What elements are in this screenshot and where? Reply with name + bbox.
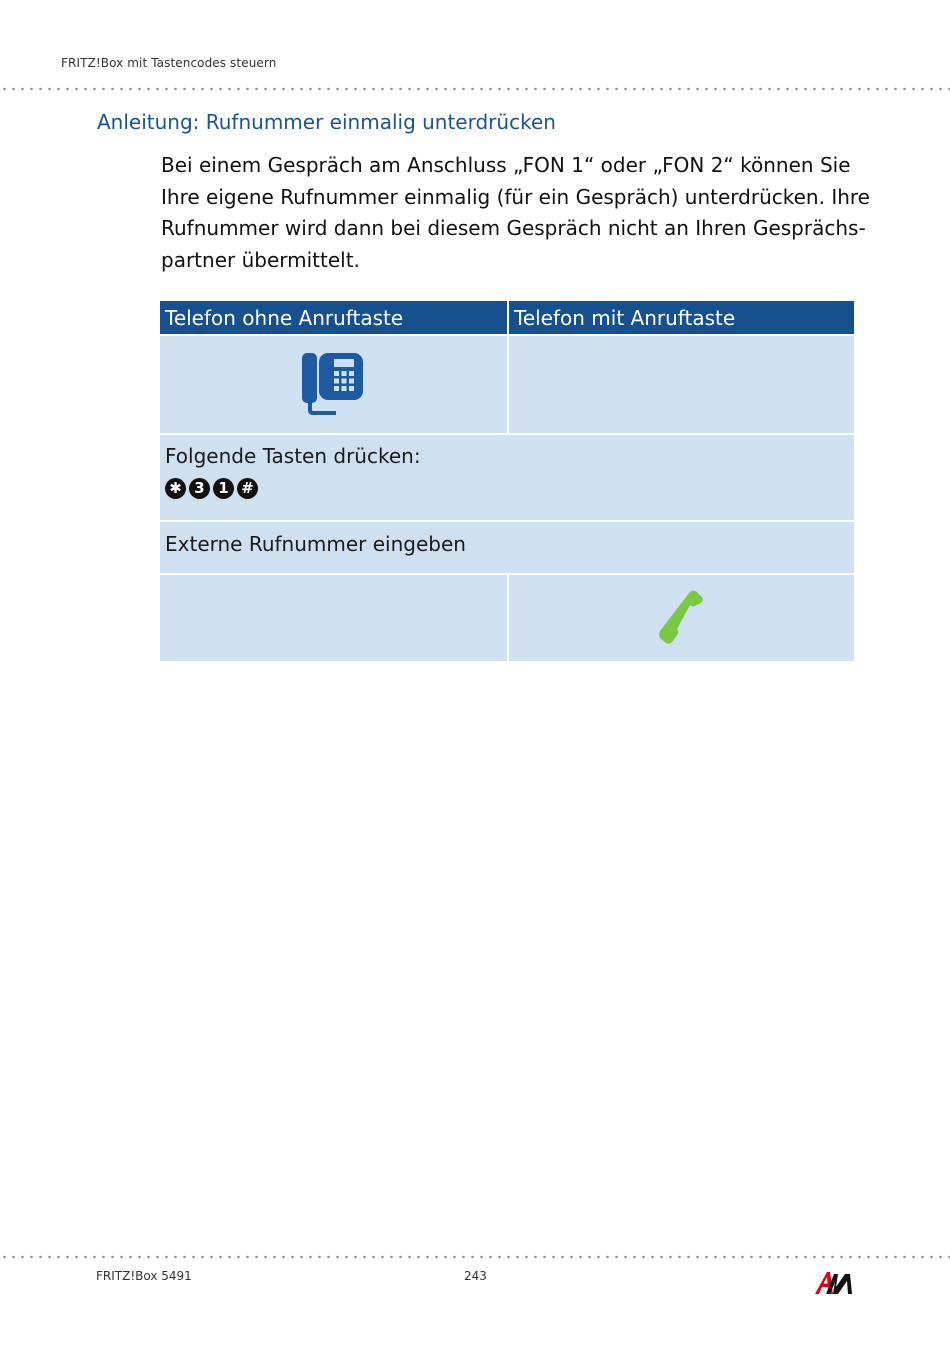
key-1: 1 (213, 478, 234, 499)
cell-keys (160, 435, 854, 520)
key-hash: # (237, 478, 258, 499)
call-handset-icon (657, 589, 707, 647)
keys-label: Folgende Tasten drücken: (165, 444, 421, 468)
header-phone-with-call-key: Telefon mit Anruftaste (509, 301, 854, 334)
table-row-keys (160, 435, 854, 520)
intro-line: partner übermittelt. (161, 248, 360, 273)
intro-line: Bei einem Gespräch am Anschluss „FON 1“ oder „FON 2“ können Sie (161, 153, 851, 177)
table-header-row (160, 301, 854, 334)
key-3: 3 (189, 478, 210, 499)
table-row-external (160, 522, 854, 573)
cell-desk-phone (160, 336, 507, 433)
footer-page-number: 243 (464, 1269, 487, 1283)
intro-paragraph (161, 150, 870, 277)
cell-empty (160, 575, 507, 661)
desk-phone-icon (300, 350, 366, 416)
cell-empty (509, 336, 854, 433)
dotted-divider-bottom (0, 1255, 950, 1259)
section-title: Anleitung: Rufnummer einmalig unterdrücken (97, 110, 556, 134)
instruction-table (160, 301, 854, 661)
intro-line: Rufnummer wird dann bei diesem Gespräch nicht an Ihren Gesprächs- (161, 216, 866, 241)
key-sequence (165, 478, 854, 499)
key-star: ✱ (165, 478, 186, 499)
cell-external-number: Externe Rufnummer eingeben (160, 522, 854, 573)
header-phone-without-call-key: Telefon ohne Anruftaste (160, 301, 507, 334)
table-row-call (160, 575, 854, 661)
avm-logo-icon (814, 1270, 858, 1296)
intro-line: Ihre eigene Rufnummer einmalig (für ein Gespräch) unterdrücken. Ihre (161, 184, 870, 209)
table-row-icons (160, 336, 854, 433)
dotted-divider-top (0, 87, 950, 91)
cell-call-handset (509, 575, 854, 661)
running-header: FRITZ!Box mit Tastencodes steuern (61, 56, 277, 70)
footer-product: FRITZ!Box 5491 (96, 1269, 192, 1283)
